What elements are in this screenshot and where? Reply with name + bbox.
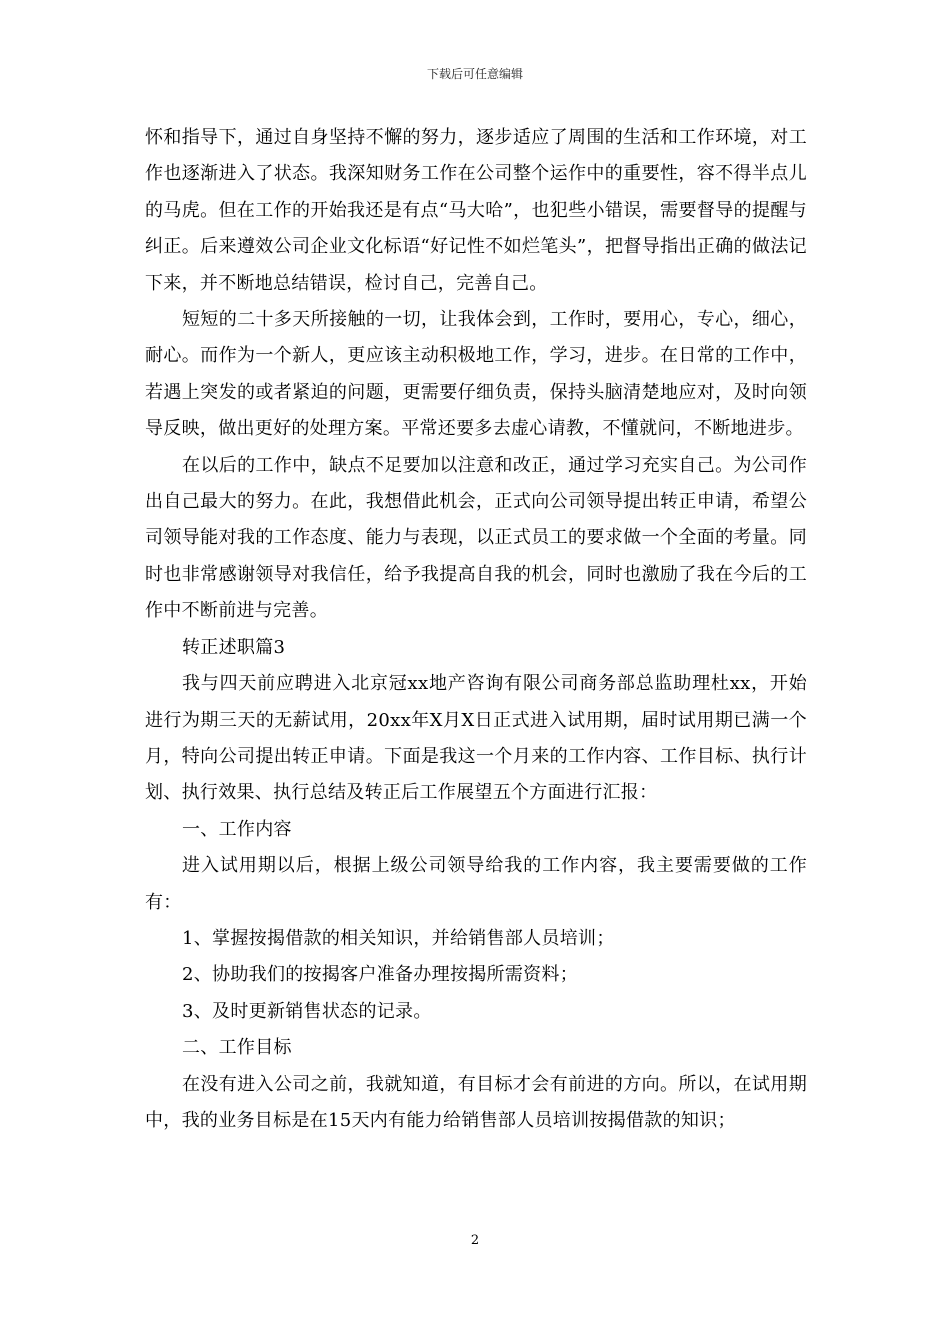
list-item-1: 1、掌握按揭借款的相关知识，并给销售部人员培训； (182, 927, 615, 949)
document-body (145, 120, 807, 1139)
paragraph-2: 短短的二十多天所接触的一切，让我体会到，工作时，要用心，专心，细心，耐心。而作为一个新人，更应该主动积极地工作，学习，进步。在日常的工作中，若遇上突发的或者紧迫的问题，更需要仔细负责，保持头脑清楚地应对，及时向领导反映，做出更好的处理方案。平常还要多去虚心请教，不懂就问，不断地进步。 (145, 309, 807, 440)
list-item-2: 2、协助我们的按揭客户准备办理按揭所需资料； (182, 964, 579, 986)
subheading-work-content: 一、工作内容 (182, 818, 292, 840)
paragraph-1: 怀和指导下，通过自身坚持不懈的努力，逐步适应了周围的生活和工作环境，对工作也逐渐进入了状态。我深知财务工作在公司整个运作中的重要性，容不得半点儿的马虎。但在工作的开始我还是有点“马大哈”，也犯些小错误，需要督导的提醒与纠正。后来遵效公司企业文化标语“好记性不如烂笔头”，把督导指出正确的做法记下来，并不断地总结错误，检讨自己，完善自己。 (145, 127, 807, 294)
section-heading: 转正述职篇3 (182, 636, 286, 658)
paragraph-7: 进入试用期以后，根据上级公司领导给我的工作内容，我主要需要做的工作有： (145, 855, 807, 913)
list-item-3: 3、及时更新销售状态的记录。 (182, 1000, 432, 1022)
page-number: 2 (470, 1233, 480, 1248)
paragraph-3: 在以后的工作中，缺点不足要加以注意和改正，通过学习充实自己。为公司作出自己最大的努力。在此，我想借此机会，正式向公司领导提出转正申请，希望公司领导能对我的工作态度、能力与表现，以正式员工的要求做一个全面的考量。同时也非常感谢领导对我信任，给予我提高自我的机会，同时也激励了我在今后的工作中不断前进与完善。 (145, 454, 807, 622)
page-header: 下载后可任意编辑 (426, 67, 523, 81)
subheading-work-goals: 二、工作目标 (182, 1037, 292, 1059)
paragraph-12: 在没有进入公司之前，我就知道，有目标才会有前进的方向。所以，在试用期中，我的业务目标是在15天内有能力给销售部人员培训按揭借款的知识； (145, 1073, 807, 1131)
paragraph-5: 我与四天前应聘进入北京冠xx地产咨询有限公司商务部总监助理杜xx，开始进行为期三天的无薪试用，20xx年X月X日正式进入试用期，届时试用期已满一个月，特向公司提出转正申请。下面是我这一个月来的工作内容、工作目标、执行计划、执行效果、执行总结及转正后工作展望五个方面进行汇报： (145, 673, 807, 804)
